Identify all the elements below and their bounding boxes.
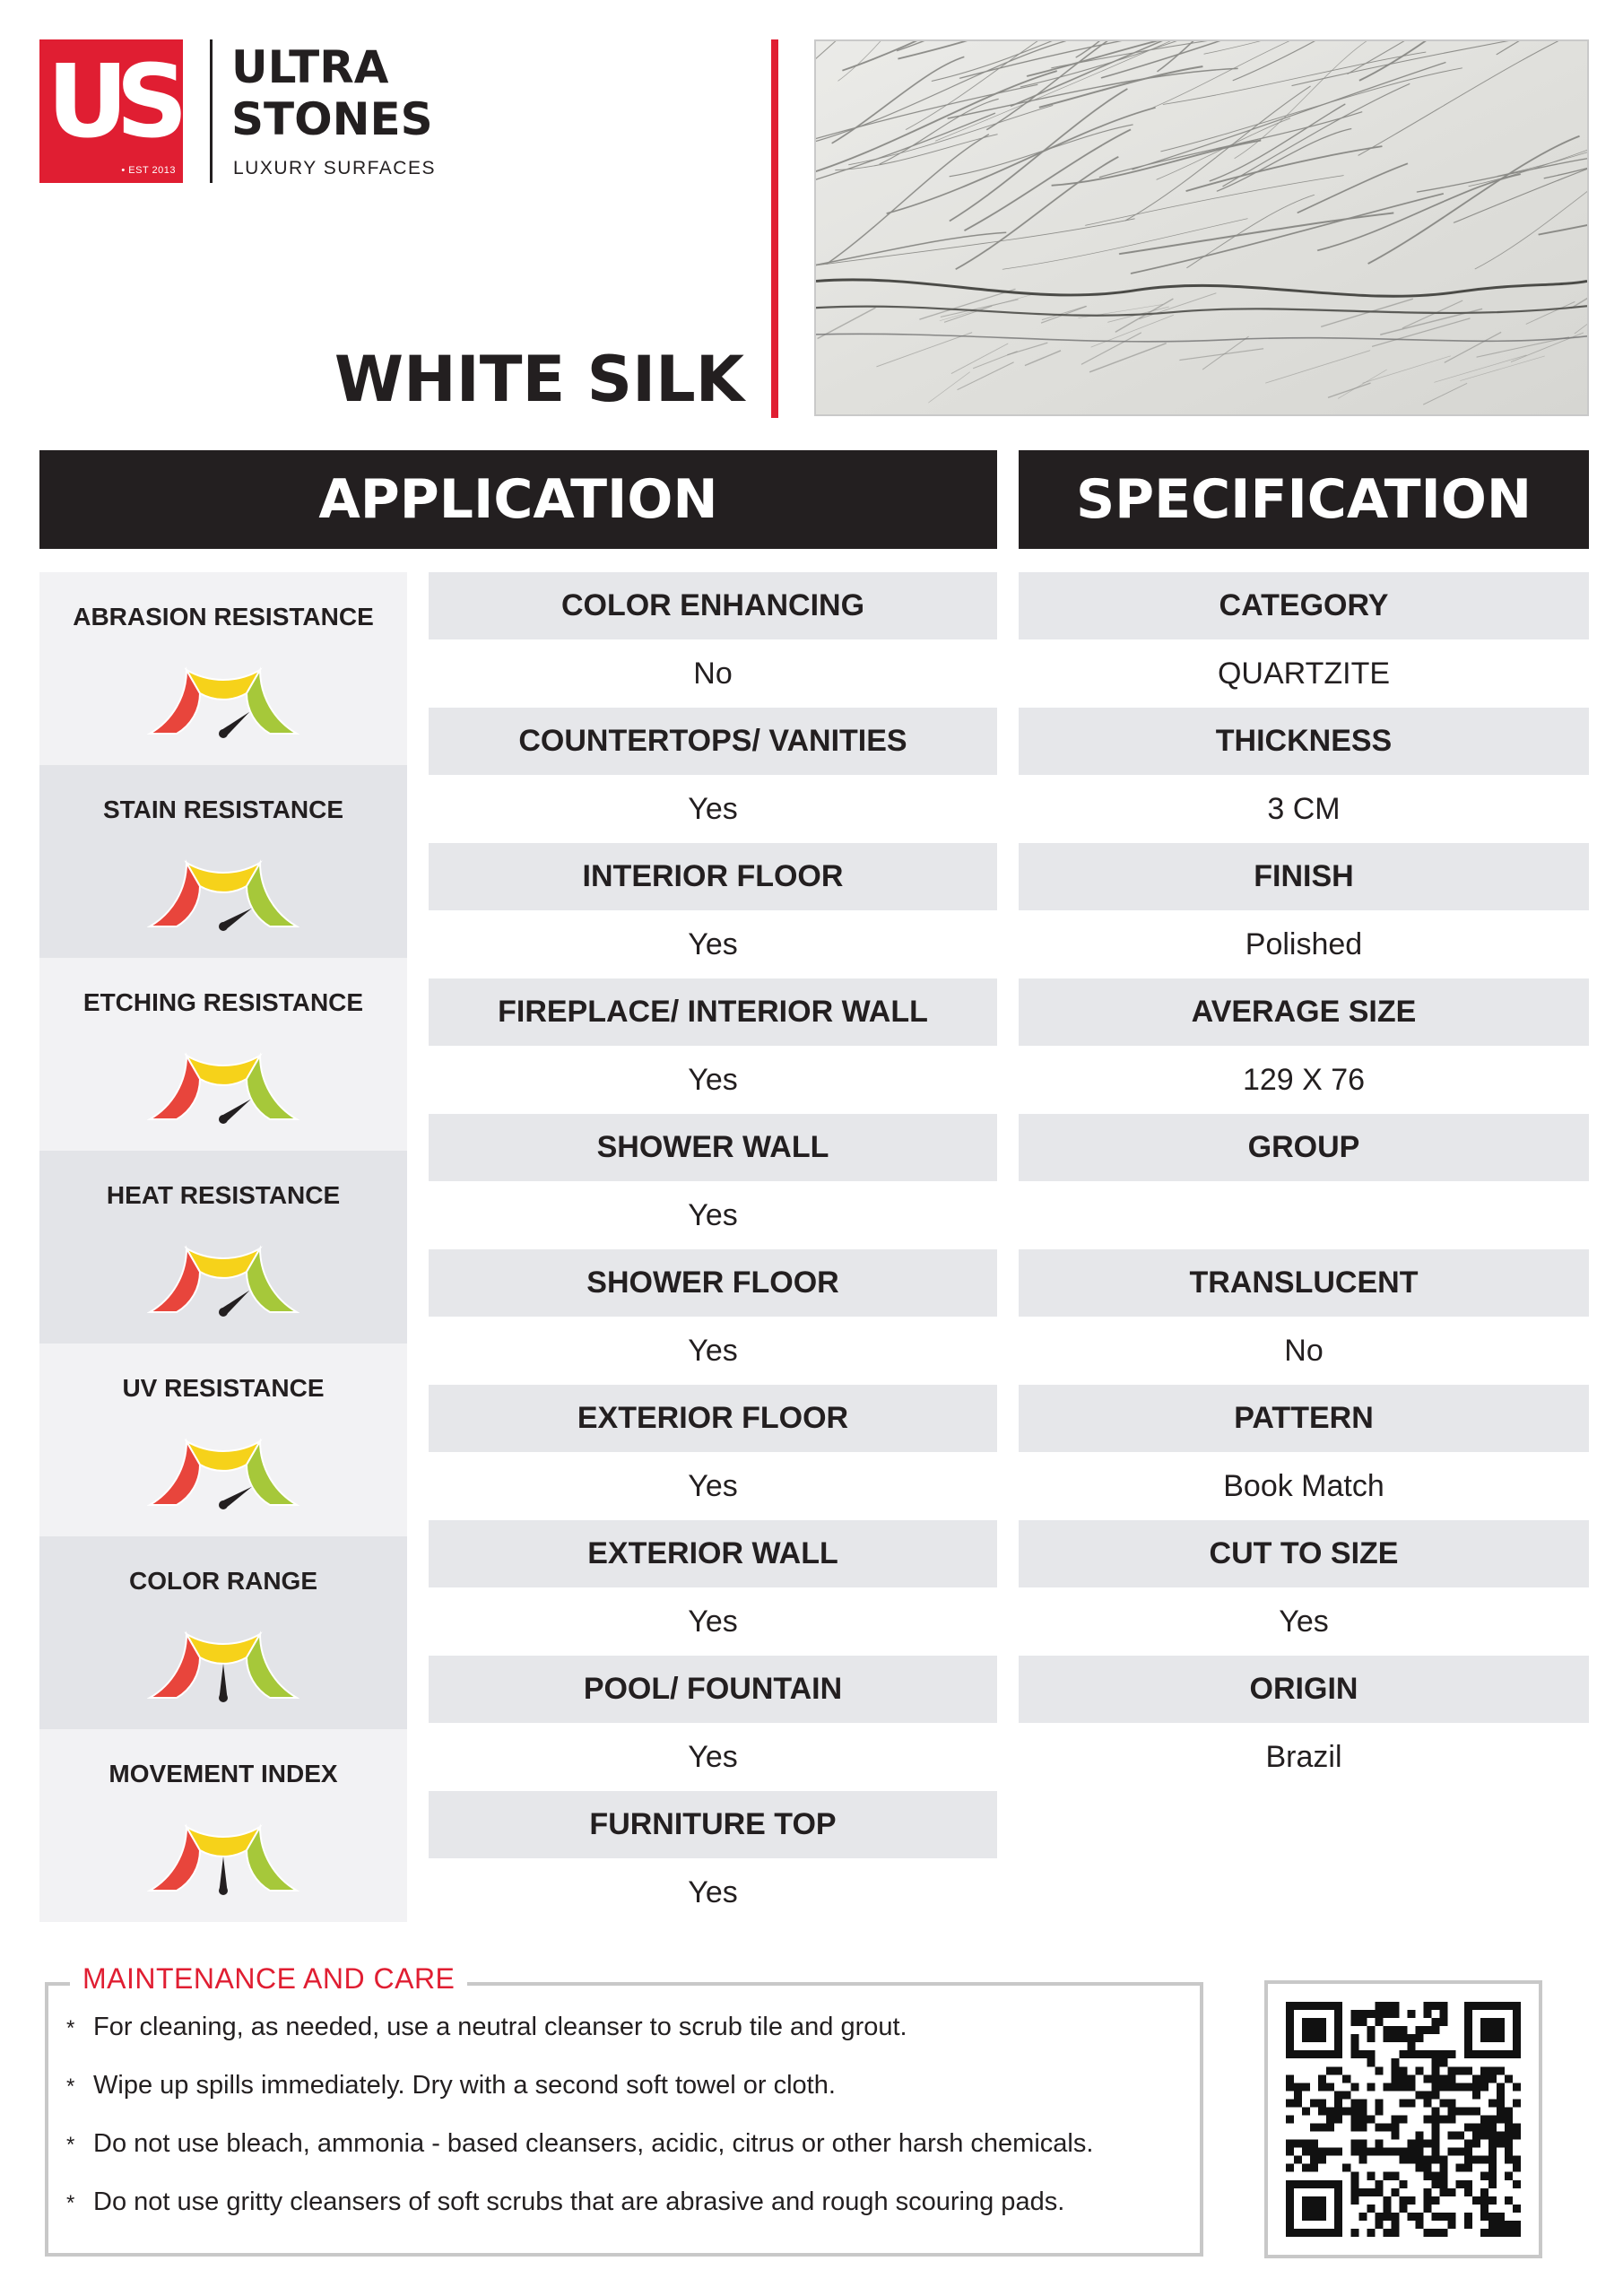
- gauge-hub: [219, 1115, 228, 1124]
- specification-label: AVERAGE SIZE: [1019, 978, 1589, 1046]
- maintenance-text: For cleaning, as needed, use a neutral cleanser to scrub tile and grout.: [93, 2013, 907, 2041]
- rating-label: ETCHING RESISTANCE: [82, 988, 364, 1016]
- specification-label: FINISH: [1019, 843, 1589, 910]
- specification-value: Book Match: [1223, 1468, 1384, 1503]
- application-value: Yes: [688, 926, 738, 961]
- gauge-segment: [247, 1441, 297, 1505]
- gauge-icon: [147, 1613, 299, 1711]
- rating-item: [39, 958, 407, 1151]
- specification-label: TRANSLUCENT: [1019, 1249, 1589, 1317]
- rating-item: [39, 1344, 407, 1536]
- maintenance-item: [66, 2187, 1187, 2246]
- application-label: COUNTERTOPS/ VANITIES: [429, 708, 997, 775]
- specification-value: 3 CM: [1267, 791, 1341, 826]
- gauge-icon: [147, 1805, 299, 1904]
- stone-slab-image: [814, 39, 1589, 416]
- maintenance-list: [66, 2013, 1187, 2246]
- asterisk-icon: *: [66, 2016, 75, 2040]
- specification-value: Polished: [1245, 926, 1363, 961]
- specification-label: ORIGIN: [1019, 1656, 1589, 1723]
- asterisk-icon: *: [66, 2133, 75, 2157]
- specification-header: SPECIFICATION: [1019, 450, 1589, 549]
- accent-divider: [771, 39, 778, 418]
- gauge-segment: [247, 670, 297, 734]
- ratings-column: [39, 572, 407, 1922]
- specification-value: Brazil: [1265, 1739, 1342, 1774]
- rating-item: [39, 572, 407, 765]
- specification-value: Yes: [1279, 1604, 1329, 1639]
- rating-label: ABRASION RESISTANCE: [73, 603, 374, 631]
- maintenance-item: [66, 2071, 1187, 2129]
- logo-established: • EST 2013: [121, 165, 176, 176]
- application-value: Yes: [688, 1333, 738, 1368]
- rating-item: [39, 1729, 407, 1922]
- gauge-icon: [147, 841, 299, 940]
- brand-name-line1: ULTRA: [231, 41, 389, 93]
- gauge-segment: [247, 863, 297, 926]
- rating-item: [39, 1151, 407, 1344]
- application-label: EXTERIOR WALL: [429, 1520, 997, 1587]
- maintenance-title: MAINTENANCE AND CARE: [70, 1962, 467, 1996]
- application-value: Yes: [688, 1874, 738, 1909]
- gauge-hub: [219, 729, 228, 738]
- maintenance-text: Do not use gritty cleansers of soft scrubs that are abrasive and rough scouring pads.: [93, 2187, 1065, 2216]
- application-value: Yes: [688, 1197, 738, 1232]
- asterisk-icon: *: [66, 2074, 75, 2099]
- rating-item: [39, 765, 407, 958]
- specification-value: [1019, 1181, 1589, 1249]
- specification-value: No: [1284, 1333, 1324, 1368]
- application-value: Yes: [688, 1739, 738, 1774]
- application-value: Yes: [688, 1604, 738, 1639]
- application-value: No: [693, 656, 733, 691]
- specification-label: CUT TO SIZE: [1019, 1520, 1589, 1587]
- application-label: FURNITURE TOP: [429, 1791, 997, 1858]
- rating-label: MOVEMENT INDEX: [108, 1760, 338, 1787]
- specification-value: 129 X 76: [1242, 1062, 1366, 1097]
- gauge-hub: [219, 1500, 228, 1509]
- application-label: FIREPLACE/ INTERIOR WALL: [429, 978, 997, 1046]
- maintenance-text: Wipe up spills immediately. Dry with a second soft towel or cloth.: [93, 2071, 836, 2100]
- specification-label: THICKNESS: [1019, 708, 1589, 775]
- maintenance-text: Do not use bleach, ammonia - based cleansers, acidic, citrus or other harsh chemicals.: [93, 2129, 1094, 2158]
- application-label: INTERIOR FLOOR: [429, 843, 997, 910]
- application-value: Yes: [688, 1062, 738, 1097]
- gauge-icon: [147, 1034, 299, 1133]
- gauge-hub: [219, 1308, 228, 1317]
- application-label: POOL/ FOUNTAIN: [429, 1656, 997, 1723]
- gauge-segment: [247, 1827, 297, 1891]
- maintenance-item: [66, 2129, 1187, 2187]
- specification-value: QUARTZITE: [1217, 656, 1391, 691]
- specification-label: GROUP: [1019, 1114, 1589, 1181]
- specification-table: [1019, 572, 1589, 1791]
- gauge-hub: [219, 922, 228, 931]
- product-title: WHITE SILK: [334, 343, 744, 416]
- gauge-needle: [220, 1857, 228, 1891]
- gauge-icon: [147, 1420, 299, 1518]
- application-header: APPLICATION: [39, 450, 997, 549]
- gauge-needle: [220, 1664, 228, 1698]
- specification-label: CATEGORY: [1019, 572, 1589, 639]
- qr-code-icon: [1264, 1980, 1542, 2258]
- brand-tagline: LUXURY SURFACES: [233, 158, 436, 178]
- application-table: [429, 572, 997, 1926]
- maintenance-item: [66, 2013, 1187, 2071]
- ultra-stones-logo: [39, 39, 183, 183]
- gauge-icon: [147, 648, 299, 747]
- rating-label: UV RESISTANCE: [122, 1374, 325, 1402]
- rating-item: [39, 1536, 407, 1729]
- application-label: COLOR ENHANCING: [429, 572, 997, 639]
- application-label: EXTERIOR FLOOR: [429, 1385, 997, 1452]
- logo-divider: [210, 39, 213, 183]
- application-value: Yes: [688, 1468, 738, 1503]
- specification-label: PATTERN: [1019, 1385, 1589, 1452]
- brand-name-line2: STONES: [231, 93, 433, 145]
- rating-label: STAIN RESISTANCE: [102, 796, 344, 823]
- gauge-segment: [247, 1056, 297, 1119]
- rating-label: COLOR RANGE: [129, 1567, 317, 1595]
- logo-monogram: US: [47, 44, 176, 161]
- asterisk-icon: *: [66, 2191, 75, 2215]
- gauge-segment: [247, 1634, 297, 1698]
- application-value: Yes: [688, 791, 738, 826]
- application-label: SHOWER FLOOR: [429, 1249, 997, 1317]
- gauge-segment: [247, 1248, 297, 1312]
- gauge-hub: [219, 1693, 228, 1702]
- gauge-icon: [147, 1227, 299, 1326]
- application-label: SHOWER WALL: [429, 1114, 997, 1181]
- gauge-hub: [219, 1886, 228, 1895]
- rating-label: HEAT RESISTANCE: [106, 1181, 341, 1209]
